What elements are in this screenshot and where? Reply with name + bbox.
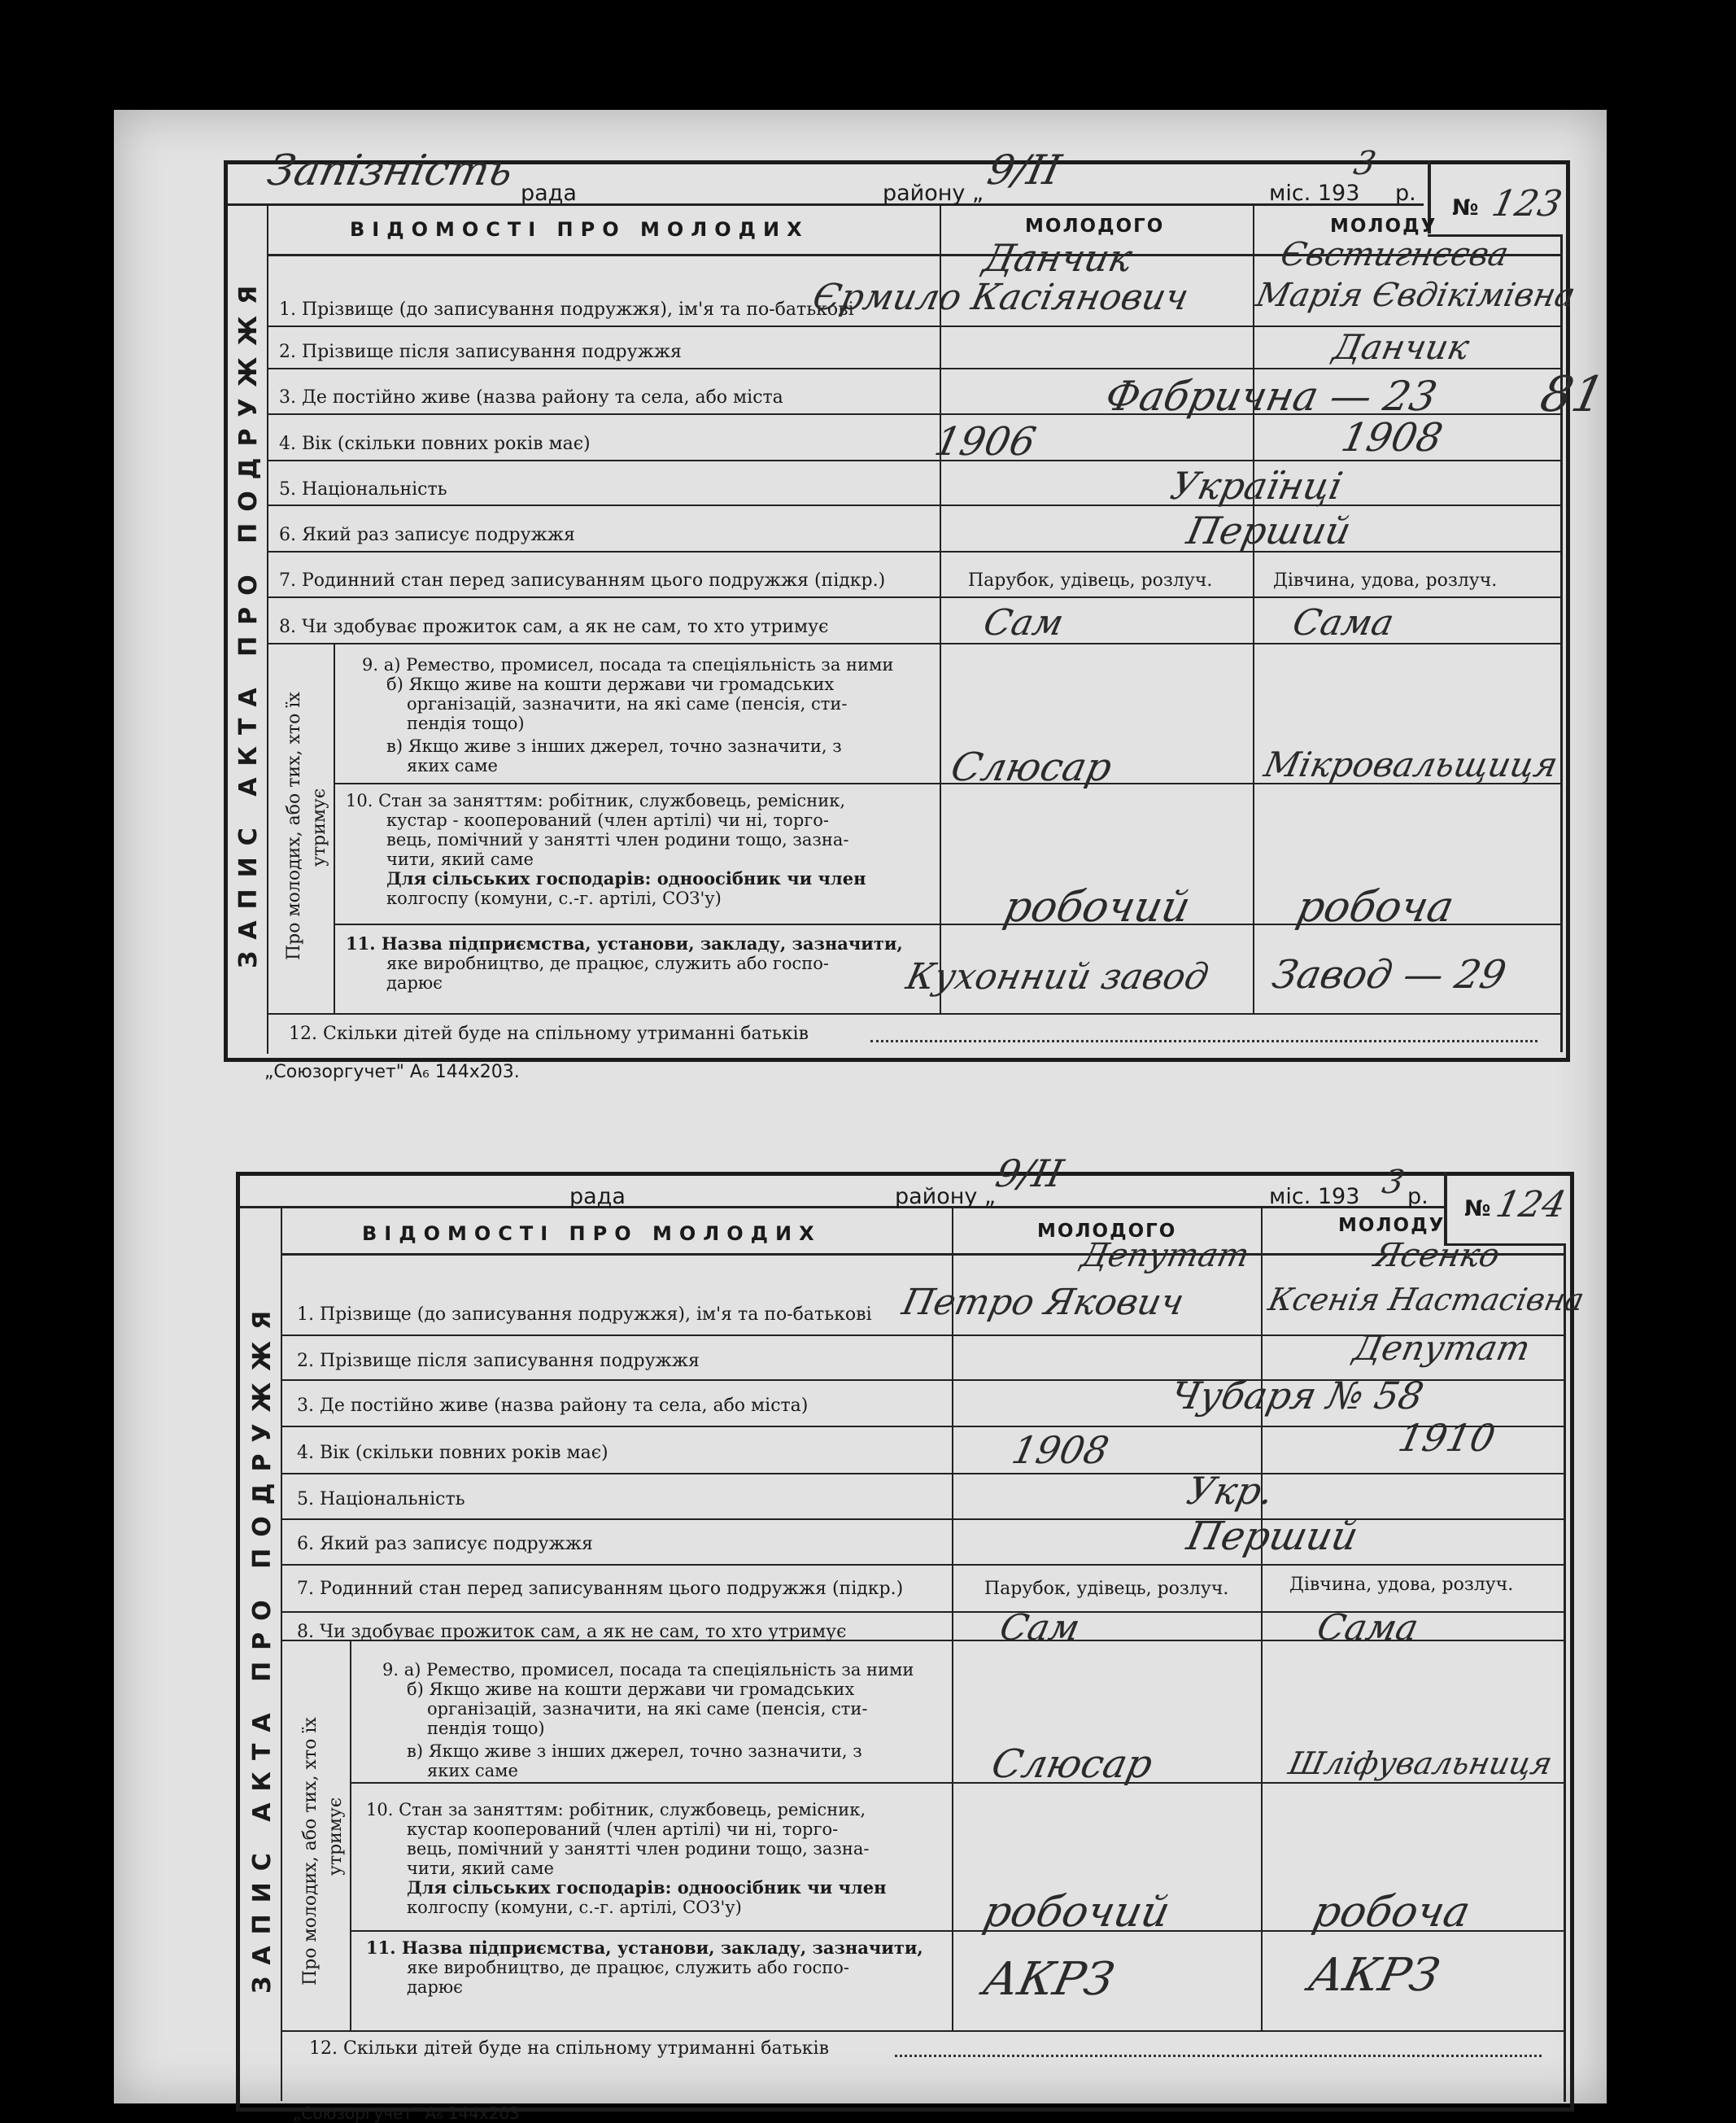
row-9-line-2: б) Якщо живе на кошти держави чи громадських xyxy=(386,675,835,694)
row-7-label: 7. Родинний стан перед записуванням цього подружжя (підкр.) xyxy=(297,1579,904,1599)
side-subtitle-2: утримує xyxy=(309,788,329,867)
row-10-line-5: Для сільських господарів: одноосібник чи член xyxy=(407,1877,887,1898)
row-7-bride-options: Дівчина, удова, розлуч. xyxy=(1289,1575,1514,1595)
hw-bride-age: 1908 xyxy=(1337,415,1447,461)
hw-number: 124 xyxy=(1492,1184,1570,1225)
hw-bride-status: робоча xyxy=(1308,1888,1475,1937)
row-9-line-3: організацій, зазначити, на які саме (пенсія, сти- xyxy=(407,694,848,714)
hw-bride-surname: Євстигнєєва xyxy=(1277,236,1512,273)
hw-bride-age: 1910 xyxy=(1394,1416,1499,1460)
hw-bride-work: АКРЗ xyxy=(1304,1949,1445,2002)
row-12-label: 12. Скільки дітей буде на спільному утриманні батьків xyxy=(309,2038,829,2059)
row-10-line-3: вець, помічний у занятті член родини тощо, зазна- xyxy=(407,1839,870,1859)
header-rada: рада xyxy=(569,1184,626,1209)
header-number-label: № xyxy=(1452,195,1479,221)
hw-year: 3 xyxy=(1350,145,1380,182)
hw-groom-surname: Данчик xyxy=(979,236,1136,280)
table-title: ВІДОМОСТІ ПРО МОЛОДИХ xyxy=(362,1222,822,1245)
header-rayonu: району „ xyxy=(883,181,984,206)
table-title: ВІДОМОСТІ ПРО МОЛОДИХ xyxy=(350,218,809,241)
hw-groom-name: Єрмило Касіянович xyxy=(809,277,1193,318)
row-10-line-6: колгоспу (комуни, с.-г. артілі, СОЗ'у) xyxy=(407,1898,742,1917)
row-2-label: 2. Прізвище після записування подружжя xyxy=(279,342,682,362)
hw-bride-name: Марія Євдікімівна xyxy=(1253,277,1579,314)
hw-groom-job: Слюсар xyxy=(947,745,1116,790)
row-10-line-4: чити, який саме xyxy=(407,1859,554,1878)
row-10-line-5: Для сільських господарів: одноосібник чи член xyxy=(386,868,866,889)
header-rada: рада xyxy=(521,181,577,206)
hw-groom-support: Сам xyxy=(979,602,1067,644)
hw-margin-note: 81 xyxy=(1535,366,1610,423)
row-12-label: 12. Скільки дітей буде на спільному утриманні батьків xyxy=(289,1024,809,1044)
row-7-bride-options: Дівчина, удова, розлуч. xyxy=(1273,570,1498,591)
side-subtitle-1: Про молодих, або тих, хто їх xyxy=(300,1717,321,1985)
row-10-line-3: вець, помічний у занятті член родини тощо, зазна- xyxy=(386,830,849,850)
header-r: р. xyxy=(1407,1184,1428,1209)
row-9-line-4: пендія тощо) xyxy=(427,1719,545,1738)
row-9-line-4: пендія тощо) xyxy=(407,714,525,733)
hw-bride-new-surname: Депутат xyxy=(1350,1328,1534,1368)
hw-times: Перший xyxy=(1183,1514,1363,1559)
row-10-line-2: кустар кооперований (член артілі) чи ні, торго- xyxy=(407,1819,839,1839)
hw-groom-surname: Депутат xyxy=(1078,1237,1253,1274)
hw-address: Чубаря № 58 xyxy=(1167,1374,1428,1418)
hw-groom-work: АКРЗ xyxy=(979,1953,1119,2006)
header-rayonu: району „ xyxy=(895,1184,996,1209)
hw-number: 123 xyxy=(1488,183,1566,225)
row-9-line-2: б) Якщо живе на кошти держави чи громадських xyxy=(407,1680,855,1699)
row-2-label: 2. Прізвище після записування подружжя xyxy=(297,1351,700,1371)
row-6-label: 6. Який раз записує подружжя xyxy=(279,525,575,545)
hw-bride-job: Шліфувальниця xyxy=(1285,1745,1556,1781)
row-9-line-6: яких саме xyxy=(407,756,498,775)
header-mis: міс. 193 xyxy=(1269,1184,1360,1209)
row-11-line-3: дарює xyxy=(407,1977,463,1997)
hw-bride-work: Завод — 29 xyxy=(1268,952,1511,998)
row-7-groom-options: Парубок, удівець, розлуч. xyxy=(984,1579,1229,1599)
row-10-line-1: 10. Стан за заняттям: робітник, службовець, ремісник, xyxy=(366,1800,866,1819)
row-4-label: 4. Вік (скільки повних років має) xyxy=(297,1443,608,1463)
hw-bride-new-surname: Данчик xyxy=(1329,327,1473,367)
col-groom-header: МОЛОДОГО xyxy=(1025,216,1165,237)
col-bride-header: МОЛОДУ xyxy=(1338,1215,1446,1236)
hw-bride-surname: Ясенко xyxy=(1371,1237,1503,1274)
row-4-label: 4. Вік (скільки повних років має) xyxy=(279,434,591,454)
hw-groom-support: Сам xyxy=(996,1607,1084,1649)
hw-groom-age: 1906 xyxy=(931,419,1040,465)
row-6-label: 6. Який раз записує подружжя xyxy=(297,1534,593,1554)
row-10-line-4: чити, який саме xyxy=(386,850,534,869)
row-5-label: 5. Національність xyxy=(279,479,447,500)
side-subtitle-1: Про молодих, або тих, хто їх xyxy=(284,692,304,960)
side-title: ЗАПИС АКТА ПРО ПОДРУЖЖЯ xyxy=(234,273,263,968)
form-footer: „Союзоргучет" А₆ 144х203. xyxy=(264,1062,520,1082)
hw-address: Фабрична — 23 xyxy=(1101,373,1442,420)
hw-groom-name: Петро Якович xyxy=(898,1282,1188,1323)
row-9-line-1: 9. а) Ремество, промисел, посада та спеціяльність за ними xyxy=(362,655,894,675)
row-8-label: 8. Чи здобуває прожиток сам, а як не сам, то хто утримує xyxy=(279,617,829,637)
header-mis: міс. 193 xyxy=(1269,181,1360,206)
row-7-groom-options: Парубок, удівець, розлуч. xyxy=(968,570,1213,591)
row-9-line-3: організацій, зазначити, на які саме (пенсія, сти- xyxy=(427,1699,868,1719)
hw-date: 9/II xyxy=(992,1151,1067,1195)
hw-bride-support: Сама xyxy=(1313,1607,1423,1649)
row-7-label: 7. Родинний стан перед записуванням цього подружжя (підкр.) xyxy=(279,570,886,591)
col-bride-header: МОЛОДУ xyxy=(1330,216,1437,237)
row-3-label: 3. Де постійно живе (назва району та села, або міста) xyxy=(297,1396,809,1416)
side-subtitle-2: утримує xyxy=(325,1797,346,1876)
hw-date: 9/II xyxy=(983,146,1066,194)
row-1-label: 1. Прізвище (до записування подружжя), ім'я та по-батькові xyxy=(279,299,854,320)
hw-bride-name: Ксенія Настасівна xyxy=(1265,1282,1588,1317)
row-11-line-2: яке виробництво, де працює, служить або госпо- xyxy=(407,1958,849,1977)
row-9-line-6: яких саме xyxy=(427,1761,518,1780)
row-11-line-2: яке виробництво, де працює, служить або госпо- xyxy=(386,954,829,973)
row-9-line-1: 9. а) Ремество, промисел, посада та спеціяльність за ними xyxy=(382,1660,914,1680)
row-3-label: 3. Де постійно живе (назва району та села, або міста xyxy=(279,387,783,408)
header-number-label: № xyxy=(1464,1196,1491,1221)
header-r: р. xyxy=(1395,181,1416,206)
hw-times: Перший xyxy=(1183,509,1355,553)
hw-rada: Запізність xyxy=(263,146,517,195)
row-11-line-1: 11. Назва підприємства, установи, закладу, зазначити, xyxy=(346,933,903,954)
hw-groom-job: Слюсар xyxy=(988,1741,1157,1787)
hw-groom-status: робочий xyxy=(999,883,1195,932)
row-11-line-1: 11. Назва підприємства, установи, закладу, зазначити, xyxy=(366,1937,923,1958)
row-10-line-1: 10. Стан за заняттям: робітник, службовець, ремісник, xyxy=(346,791,845,810)
hw-groom-age: 1908 xyxy=(1008,1428,1113,1472)
hw-bride-job: Мікровальщиця xyxy=(1260,745,1562,784)
hw-groom-work: Кухонний завод xyxy=(902,956,1213,998)
hw-bride-support: Сама xyxy=(1289,602,1398,644)
hw-bride-status: робоча xyxy=(1292,883,1459,932)
row-11-line-3: дарює xyxy=(386,973,443,993)
row-1-label: 1. Прізвище (до записування подружжя), ім'я та по-батькові xyxy=(297,1304,872,1325)
row-9-line-5: в) Якщо живе з інших джерел, точно зазначити, з xyxy=(386,736,842,756)
row-10-line-6: колгоспу (комуни, с.-г. артілі, СОЗ'у) xyxy=(386,889,722,908)
row-9-line-5: в) Якщо живе з інших джерел, точно зазначити, з xyxy=(407,1741,862,1761)
hw-year: 3 xyxy=(1379,1164,1408,1201)
row-5-label: 5. Національність xyxy=(297,1489,465,1509)
row-10-line-2: кустар - кооперований (член артілі) чи ні, торго- xyxy=(386,810,830,830)
row-8-label: 8. Чи здобуває прожиток сам, а як не сам, то хто утримує xyxy=(297,1622,847,1642)
hw-nationality: Українці xyxy=(1167,464,1347,508)
form-footer: „Союзоргучет" А₆ 144х203 xyxy=(293,2103,520,2123)
side-title: ЗАПИС АКТА ПРО ПОДРУЖЖЯ xyxy=(248,1299,277,1994)
hw-nationality: Укр. xyxy=(1183,1469,1278,1513)
hw-groom-status: робочий xyxy=(979,1888,1175,1937)
col-groom-header: МОЛОДОГО xyxy=(1037,1221,1177,1242)
